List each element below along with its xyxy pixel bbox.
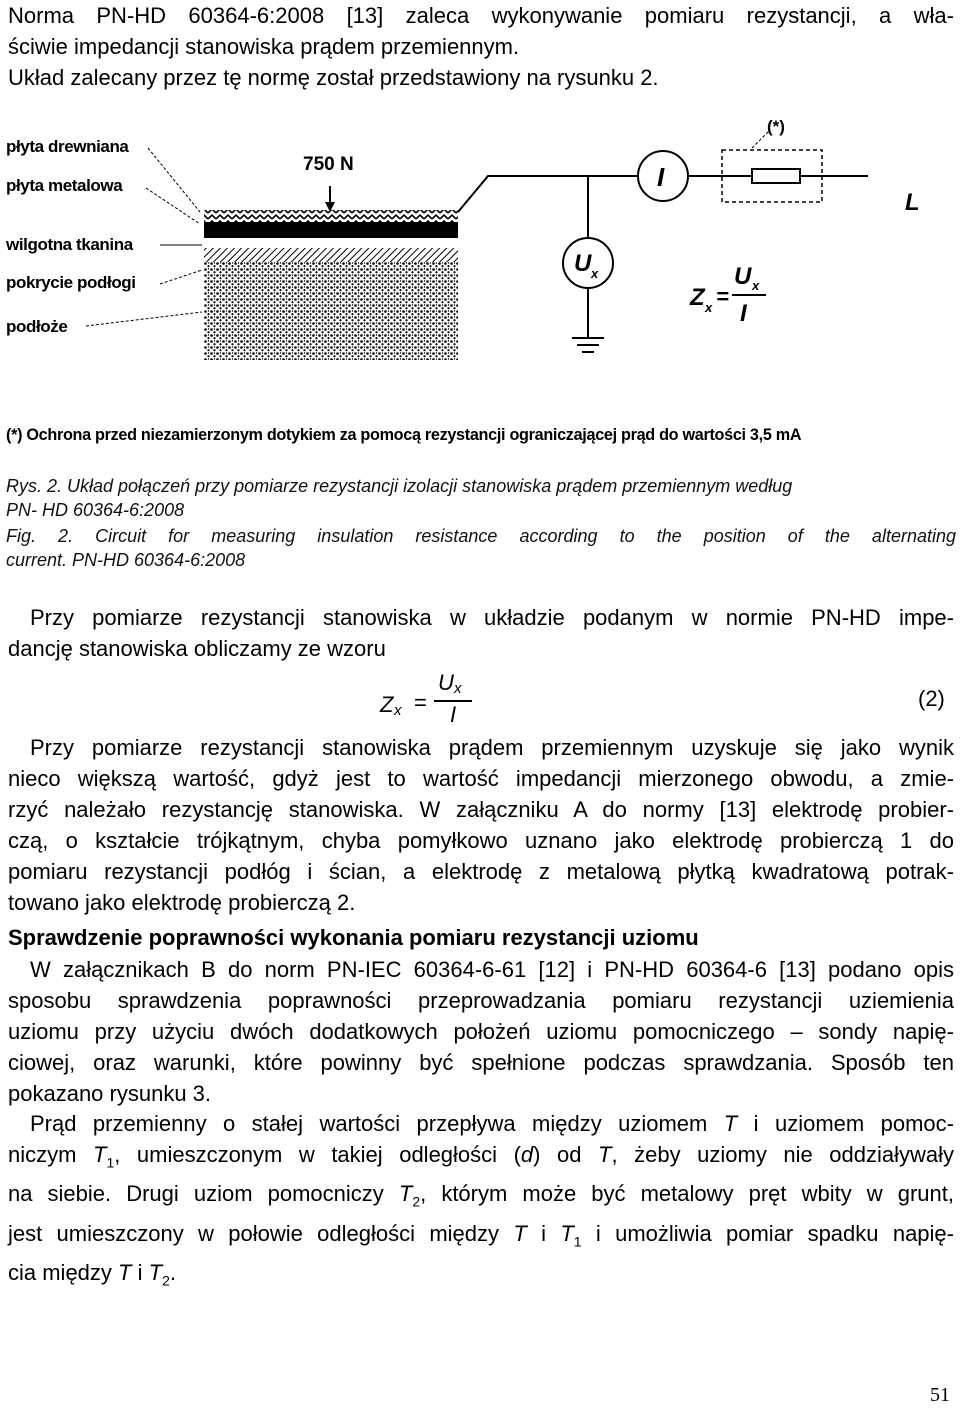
voltmeter-label: U	[574, 250, 592, 277]
intro-line-1: Norma PN-HD 60364-6:2008 [13] zaleca wykonywanie pomiaru rezystancji, a wła-	[8, 3, 954, 28]
label-pokrycie-podlogi: pokrycie podłogi	[6, 273, 136, 292]
label-podloze: podłoże	[6, 317, 68, 336]
figure-formula	[689, 263, 766, 327]
equation-2: Z x = U x I	[380, 670, 500, 730]
para4-line-2: niczym $T_1$, umieszczonym w takiej odległości (d) od T, żeby uziomy nie oddziaływały	[8, 1142, 954, 1171]
para4-line-4: jest umieszczony w połowie odległości między T i $T_1$ i umożliwia pomiar spadku napię-	[8, 1220, 954, 1250]
paragraph-2	[8, 732, 954, 918]
svg-text:U: U	[734, 263, 752, 290]
label-plyta-drewniana: płyta drewniana	[6, 137, 129, 156]
layer-substrate	[204, 262, 458, 360]
figure-caption	[6, 474, 956, 572]
para4-line-5: cia między T i $T_2$.	[8, 1260, 176, 1289]
voltmeter-sub: x	[591, 266, 599, 281]
paragraph-4	[8, 1108, 954, 1297]
intro-line-3: Układ zalecany przez tę normę został przedstawiony na rysunku 2.	[8, 65, 659, 90]
equation-number: (2)	[918, 686, 945, 711]
caption-pl-line-1: Rys. 2. Układ połączeń przy pomiarze rezystancji izolacji stanowiska prądem przemiennym według	[6, 476, 793, 496]
para2-line-6: towano jako elektrodę probierczą 2.	[8, 890, 356, 915]
para3-line-1: W załącznikach B do norm PN-IEC 60364-6-61 [12] i PN-HD 60364-6 [13] podano opis	[30, 957, 954, 982]
label-plyta-metalowa: płyta metalowa	[6, 176, 123, 195]
star-label: (*)	[767, 117, 785, 136]
para4-line-3: na siebie. Drugi uziom pomocniczy $T_2$, którym może być metalowy pręt wbity w grunt,	[8, 1181, 954, 1210]
para3-line-5: pokazano rysunku 3.	[8, 1081, 212, 1106]
label-wilgotna-tkanina: wilgotna tkanina	[6, 235, 133, 254]
figure-circuit	[0, 100, 960, 450]
resistor-icon	[752, 169, 800, 183]
caption-pl-line-2: PN- HD 60364-6:2008	[6, 500, 185, 520]
para3-line-3: uziomu przy użyciu dwóch dodatkowych położeń uziomu pomocniczego – sondy napię-	[8, 1019, 954, 1044]
circuit-wires	[458, 176, 868, 352]
para3-line-4: ciowej, oraz warunki, które powinny być spełnione podczas sprawdzania. Sposób ten	[8, 1050, 954, 1075]
figure-footnote: (*) Ochrona przed niezamierzonym dotykiem za pomocą rezystancji ograniczającej prąd do wartości 3,5 mA	[6, 426, 802, 444]
caption-en-line-2: current. PN-HD 60364-6:2008	[6, 550, 246, 570]
svg-text:Z: Z	[690, 284, 705, 311]
para2-line-5: pomiaru rezystancji podłóg i ścian, a elektrodę z metalową płytką kwadratową potrak-	[8, 859, 954, 884]
force-label: 750 N	[303, 154, 354, 175]
svg-text:x: x	[752, 278, 760, 293]
para3-line-2: sposobu sprawdzenia poprawności przeprowadzania pomiaru rezystancji uziemienia	[8, 988, 954, 1013]
layer-floor-covering	[204, 248, 458, 262]
para2-line-1: Przy pomiarze rezystancji stanowiska prądem przemiennym uzyskuje się jako wynik	[30, 735, 954, 760]
ammeter-label: I	[657, 162, 665, 192]
line-L-label: L	[905, 189, 920, 216]
layer-wood-plate	[204, 210, 458, 222]
para2-line-4: czą, o kształcie trójkątnym, chyba pomyłkowo uznano jako elektrodę probierczą 1 do	[8, 828, 954, 853]
para1-line-1: Przy pomiarze rezystancji stanowiska w układzie podanym w normie PN-HD impe-	[30, 605, 954, 630]
intro	[8, 0, 954, 93]
svg-text:x: x	[705, 300, 713, 315]
para2-line-3: rzyć należało rezystancję stanowiska. W załączniku A do normy [13] elektrodę probier-	[8, 797, 954, 822]
para2-line-2: nieco większą wartość, gdyż jest to wartość impedancji mierzonego obwodu, a zmie-	[8, 766, 954, 791]
layer-metal-plate	[204, 222, 458, 238]
caption-en-line-1: Fig. 2. Circuit for measuring insulation resistance according to the position of the alternating	[6, 526, 956, 546]
para4-line-1: Prąd przemienny o stałej wartości przepływa między uziomem T i uziomem pomoc-	[30, 1111, 954, 1136]
section-heading: Sprawdzenie poprawności wykonania pomiaru rezystancji uziomu	[8, 925, 699, 950]
paragraph-3	[8, 954, 954, 1109]
para1-line-2: dancję stanowiska obliczamy ze wzoru	[8, 636, 386, 661]
paragraph-1	[8, 602, 954, 664]
intro-line-2: ściwie impedancji stanowiska prądem przemiennym.	[8, 34, 520, 59]
svg-text:I: I	[740, 300, 747, 327]
page-number: 51	[930, 1384, 950, 1406]
svg-text:=: =	[716, 284, 729, 309]
